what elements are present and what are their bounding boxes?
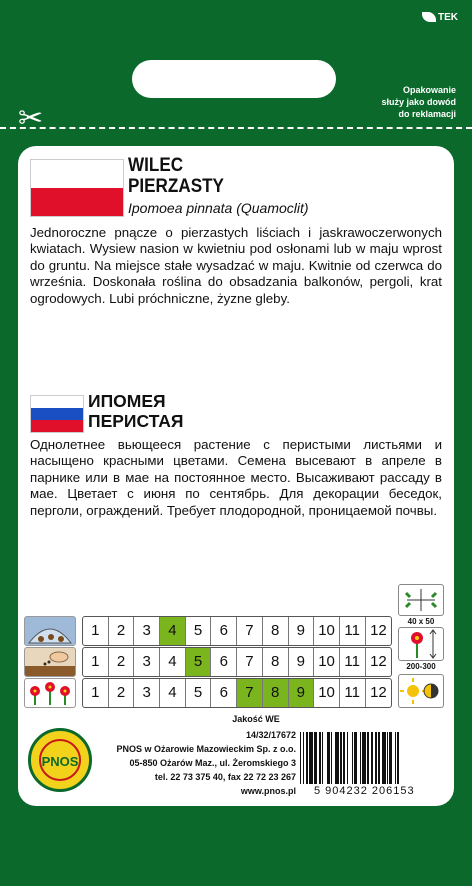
month-cell: 4 xyxy=(160,679,186,707)
month-cell: 6 xyxy=(211,648,237,676)
hand-sowing-icon xyxy=(24,647,76,677)
cut-line xyxy=(0,127,472,129)
flowers-icon xyxy=(24,678,76,708)
russian-title: ИПОМЕЯ ПЕРИСТАЯ xyxy=(88,391,184,431)
month-cell: 2 xyxy=(109,679,135,707)
russian-flag-icon xyxy=(30,395,84,433)
latin-name: Ipomoea pinnata (Quamoclit) xyxy=(128,200,309,216)
barcode xyxy=(300,732,440,784)
plant-height-label: 200-300 xyxy=(406,662,436,671)
month-cell: 5 xyxy=(186,648,212,676)
month-cell: 4 xyxy=(160,648,186,676)
month-cell: 4 xyxy=(160,617,186,645)
month-cell: 3 xyxy=(134,679,160,707)
scissors-icon: ✂ xyxy=(18,102,44,135)
plant-height-icon xyxy=(398,627,444,661)
month-cell: 1 xyxy=(83,648,109,676)
company-address: 14/32/17672 PNOS w Ożarowie Mazowieckim Sp. z o.o. 05-850 Ożarów Maz., ul. Żeromskiego 3 tel. 22 73 375 40, fax 22 72 23 267 www.pnos.pl xyxy=(116,730,296,796)
polish-flag-icon xyxy=(30,159,124,217)
plant-spacing-icon xyxy=(398,584,444,616)
month-cell: 9 xyxy=(289,648,315,676)
polish-description: Jednoroczne pnącze o pierzastych liściach i jaskrawoczerwonych kwiatach. Wysiew nasion w kwietniu pod osłonami lub w maju wprost do gruntu. Na miejsce stałe wysadzać w maju. Kwitnie od czerwca do września. Doskonała roślina do obsadzania balkonów, pergoli, krat ogrodowych. Lubi próchniczne, żyzne gleby. xyxy=(30,225,442,306)
month-cell: 12 xyxy=(370,622,387,639)
month-cell: 12 xyxy=(370,684,387,701)
month-cell: 2 xyxy=(109,617,135,645)
month-cell: 7 xyxy=(237,648,263,676)
barcode-number: 5 904232 206153 xyxy=(314,785,415,797)
month-cell: 8 xyxy=(263,679,289,707)
month-cell: 10 xyxy=(314,648,340,676)
month-cell: 11 xyxy=(340,617,366,645)
month-cell: 2 xyxy=(109,648,135,676)
brand-mark: TEK xyxy=(422,12,458,23)
month-cell: 5 xyxy=(186,679,212,707)
month-cell: 1 xyxy=(83,617,109,645)
months-row xyxy=(82,678,392,708)
month-cell: 6 xyxy=(211,679,237,707)
greenhouse-icon xyxy=(24,616,76,646)
pnos-logo: PNOS xyxy=(28,728,92,792)
sun-shade-icon xyxy=(398,674,444,708)
quality-label: Jakość WE xyxy=(232,714,280,724)
month-cell: 7 xyxy=(237,617,263,645)
month-cell: 3 xyxy=(134,617,160,645)
leaf-icon xyxy=(422,12,436,22)
month-cell: 8 xyxy=(263,617,289,645)
month-cell: 8 xyxy=(263,648,289,676)
month-cell: 7 xyxy=(237,679,263,707)
complaint-note: Opakowanie służy jako dowód do reklamacji xyxy=(381,85,456,119)
month-cell: 12 xyxy=(370,653,387,670)
hang-hole xyxy=(132,60,336,98)
month-cell: 1 xyxy=(83,679,109,707)
month-cell: 5 xyxy=(186,617,212,645)
month-cell: 9 xyxy=(289,679,315,707)
month-cell: 10 xyxy=(314,617,340,645)
month-cell: 11 xyxy=(340,648,366,676)
month-cell: 10 xyxy=(314,679,340,707)
polish-title: WILEC PIERZASTY xyxy=(128,155,224,197)
month-cell: 6 xyxy=(211,617,237,645)
month-cell: 9 xyxy=(289,617,315,645)
months-row xyxy=(82,647,392,677)
month-cell: 11 xyxy=(340,679,366,707)
plant-spacing-label: 40 x 50 xyxy=(407,617,435,626)
barcode-bar xyxy=(399,732,402,784)
russian-description: Однолетнее вьющееся растение с перистыми листьями и насыщено красными цветами. Семена высевают в апреле в парнике или в мае на постоянное место. Высаживают рассаду в мае. Цветает с июня по сентябрь. Для декорации беседок, перголи, ограждений. Требует плодородной, проницаемой почвы. xyxy=(30,437,442,518)
month-cell: 3 xyxy=(134,648,160,676)
months-row xyxy=(82,616,392,646)
